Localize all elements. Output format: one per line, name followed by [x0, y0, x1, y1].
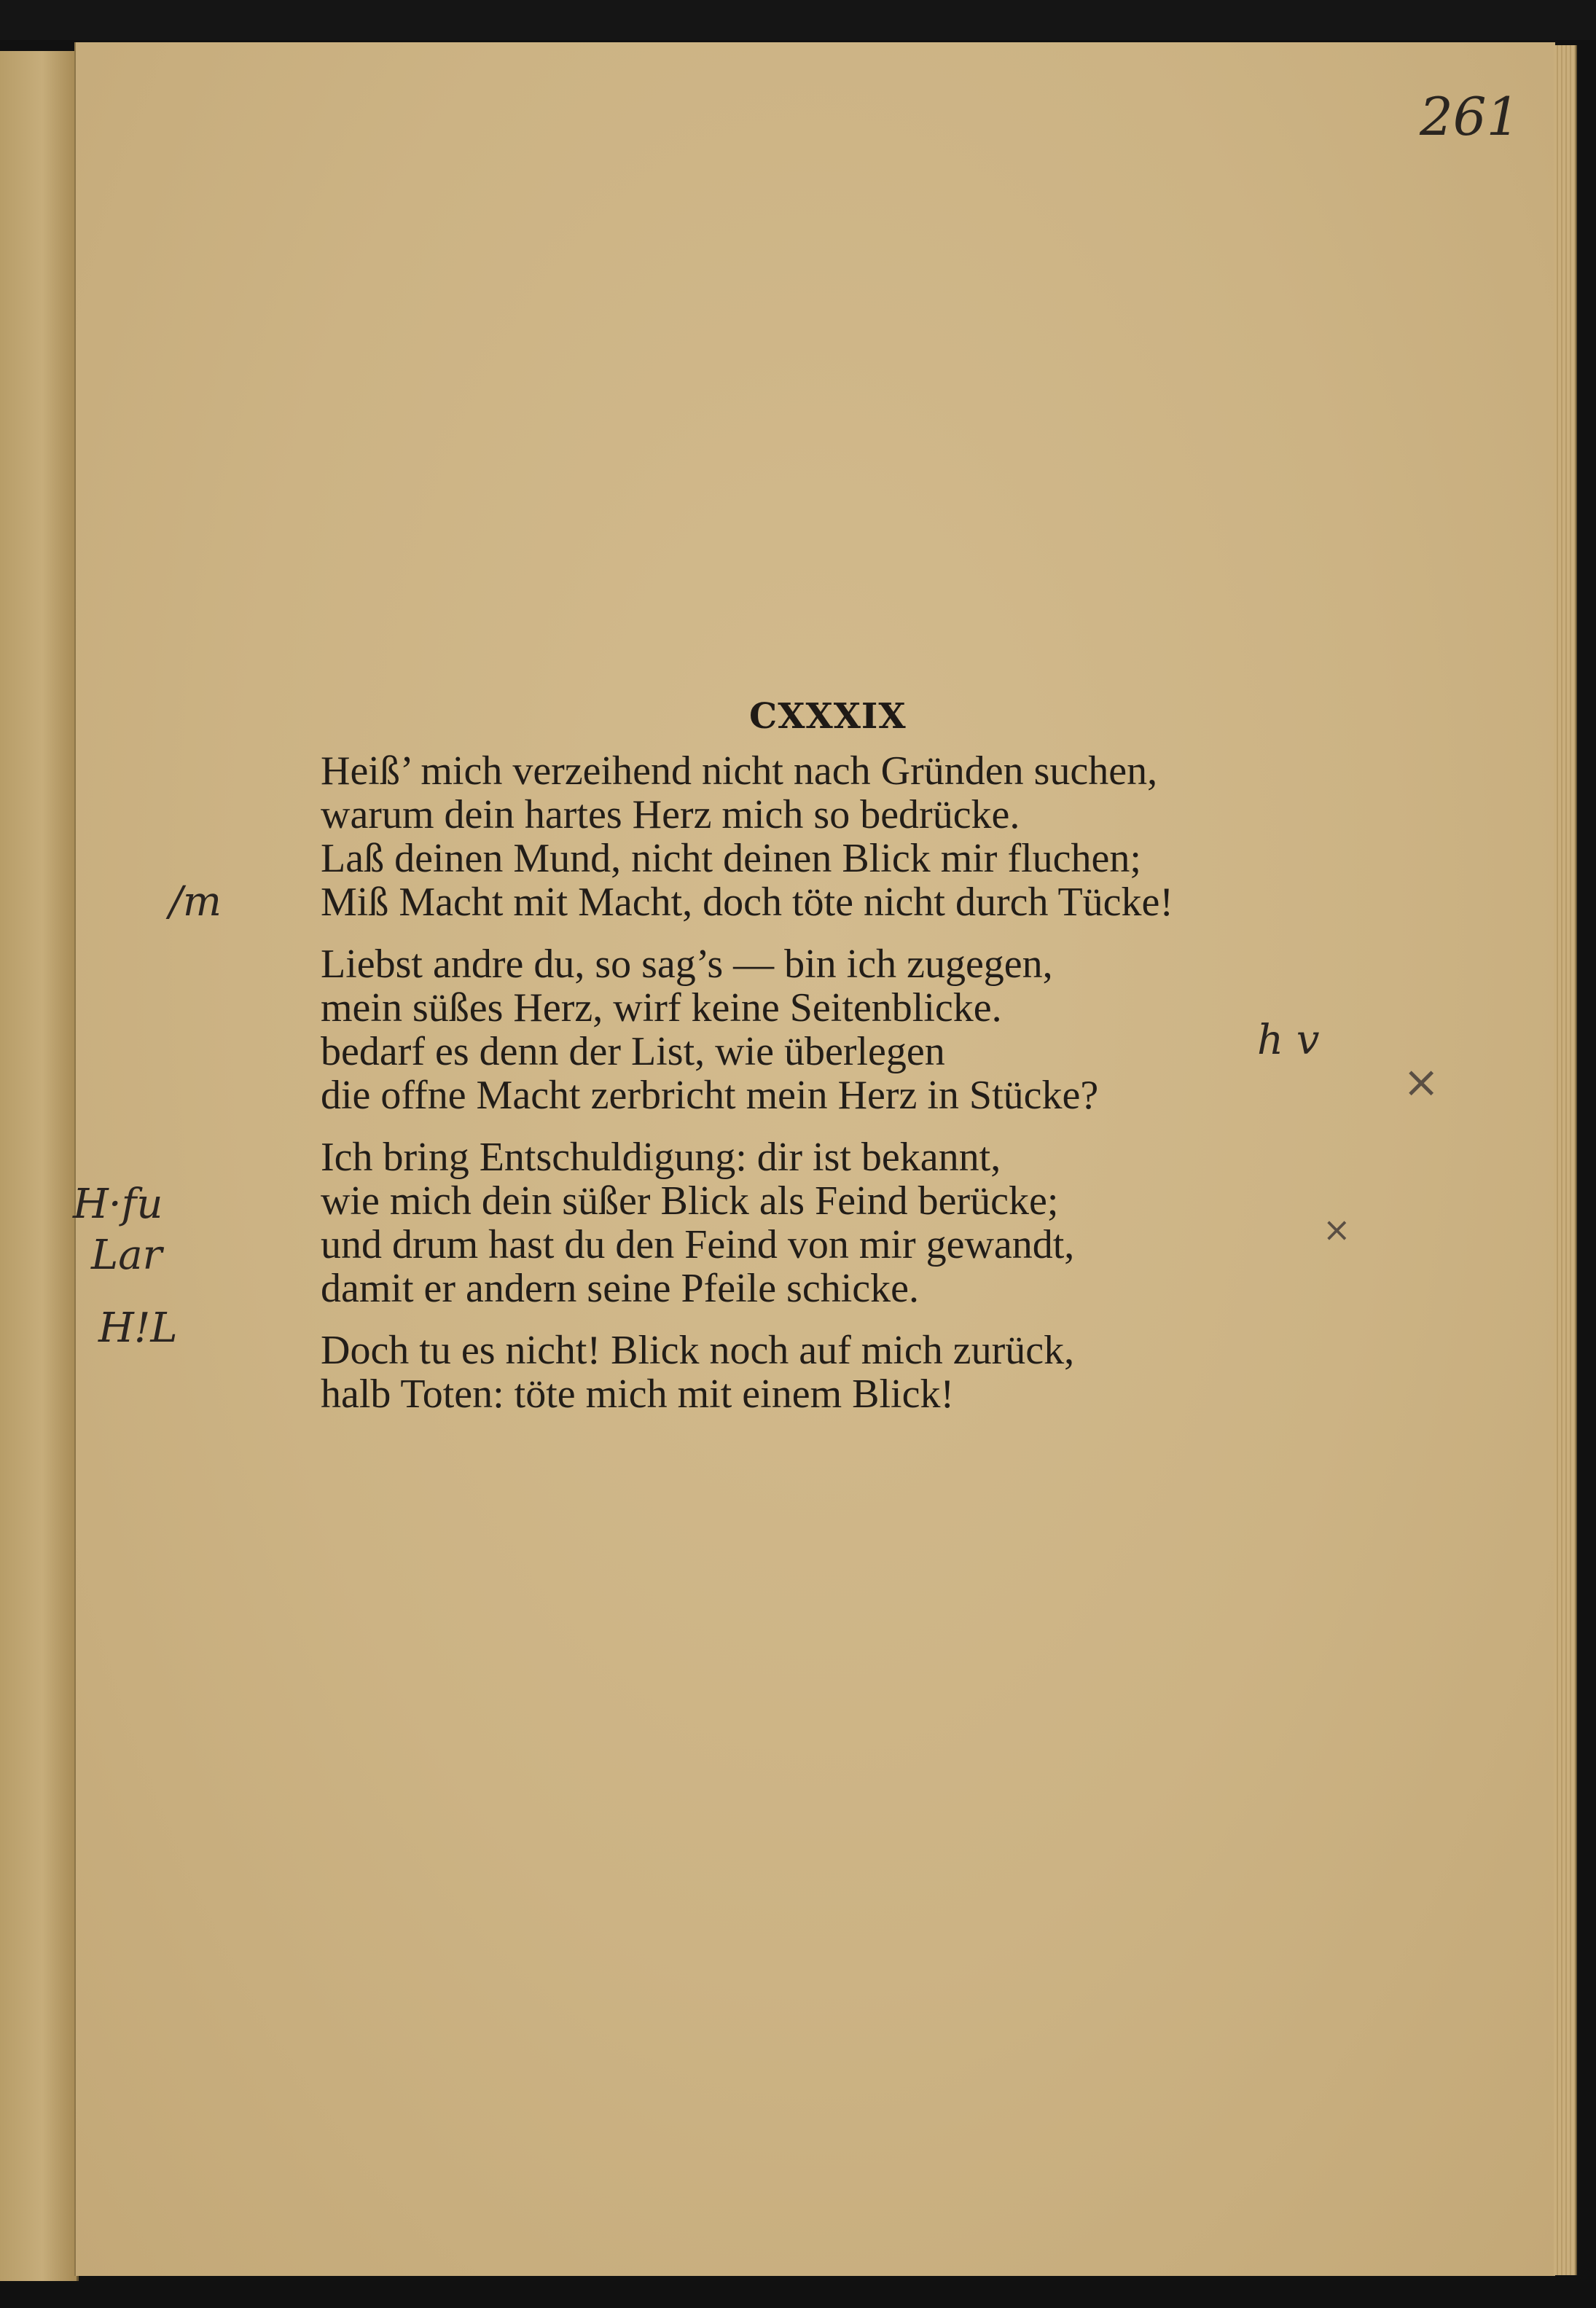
poem-line: warum dein hartes Herz mich so bedrücke. — [321, 792, 1020, 837]
poem-line: halb Toten: töte mich mit einem Blick! — [321, 1372, 955, 1417]
stanza-gap — [321, 1117, 1341, 1135]
poem-line: wie mich dein süßer Blick als Feind berücke; — [321, 1178, 1059, 1224]
margin-note-left: /m — [169, 878, 222, 926]
poem-line: die offne Macht zerbricht mein Herz in Stücke? — [321, 1073, 1099, 1118]
poem-line: Liebst andre du, so sag’s — bin ich zugegen, — [321, 942, 1053, 987]
stanza-gap — [321, 1310, 1341, 1329]
book-spine — [0, 51, 79, 2281]
stanza-2 — [321, 942, 1341, 1117]
poem-line: Miß Macht mit Macht, doch töte nicht durch Tücke! — [321, 880, 1174, 925]
poem-line: Doch tu es nicht! Blick noch auf mich zurück, — [321, 1328, 1075, 1373]
poem-line: Laß deinen Mund, nicht deinen Blick mir fluchen; — [321, 836, 1141, 881]
page-edge — [1554, 45, 1577, 2275]
cross-mark-icon: × — [1323, 1210, 1351, 1249]
poem-line: Ich bring Entschuldigung: dir ist bekannt, — [321, 1135, 1001, 1180]
margin-note-left: H!L — [98, 1304, 178, 1352]
poem-line: bedarf es denn der List, wie überlegen — [321, 1029, 945, 1074]
stanza-1 — [321, 749, 1341, 924]
margin-note-right: h v — [1257, 1017, 1320, 1064]
poem-body — [321, 749, 1341, 1416]
page-number: 261 — [1420, 86, 1520, 147]
poem-title: CXXXIX — [749, 696, 907, 737]
stanza-3 — [321, 1135, 1341, 1310]
margin-note-left: H·fu — [73, 1181, 163, 1228]
poem-line: damit er andern seine Pfeile schicke. — [321, 1266, 919, 1311]
poem-line: und drum hast du den Feind von mir gewandt, — [321, 1222, 1075, 1267]
cross-mark-icon: × — [1403, 1057, 1440, 1108]
margin-note-left: Lar — [91, 1232, 163, 1279]
stanza-4 — [321, 1329, 1341, 1416]
poem-line: mein süßes Herz, wirf keine Seitenblicke. — [321, 985, 1002, 1030]
stanza-gap — [321, 924, 1341, 942]
poem-line: Heiß’ mich verzeihend nicht nach Gründen suchen, — [321, 748, 1158, 794]
scan-top-border — [0, 0, 1596, 40]
